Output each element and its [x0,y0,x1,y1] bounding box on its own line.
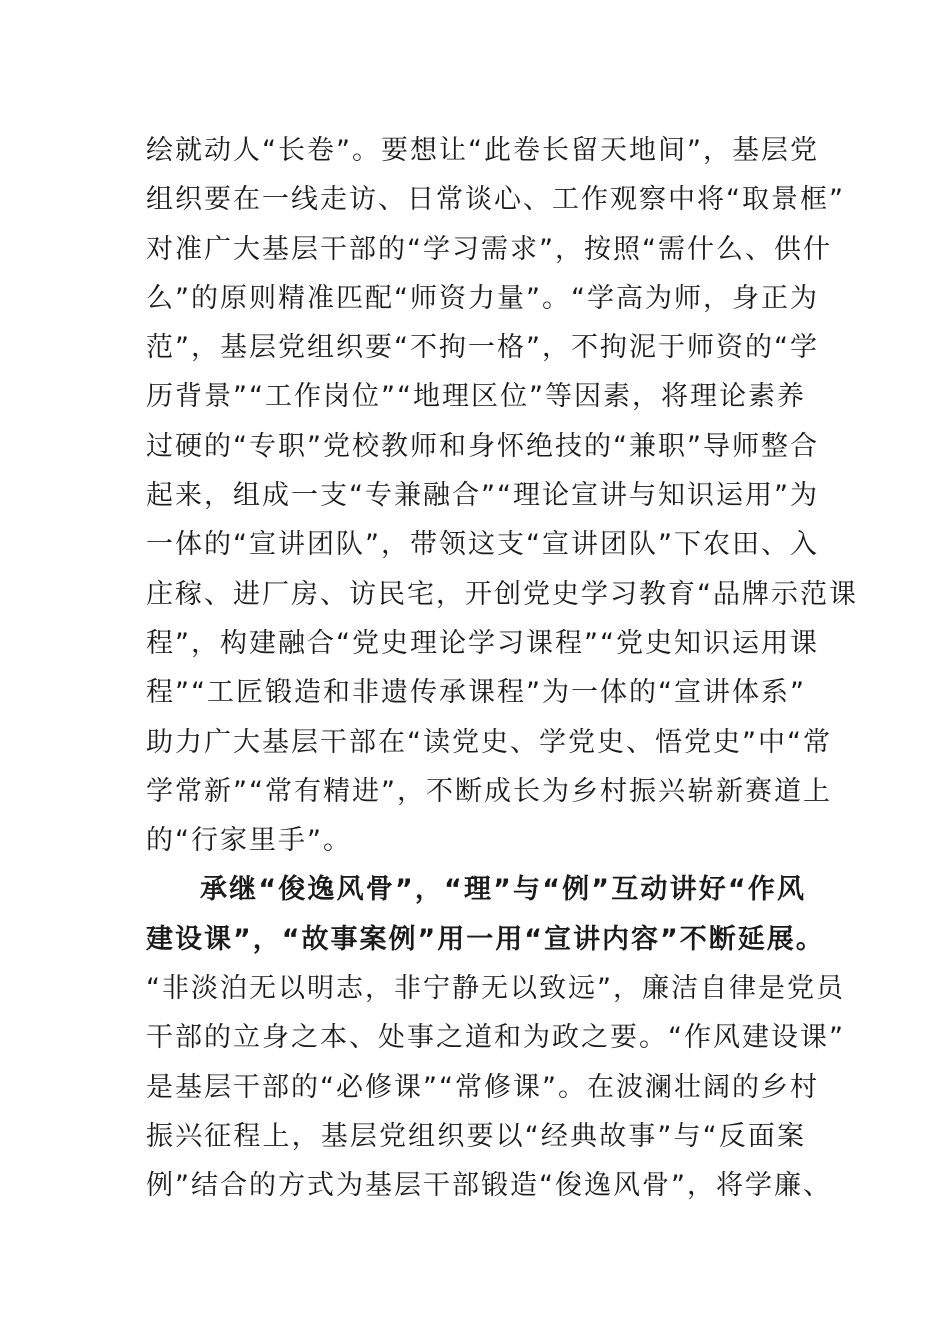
text-line: 绘就动人“长卷”。要想让“此卷长留天地间”，基层党 [146,135,819,166]
text-line: 历背景”“工作岗位”“地理区位”等因素，将理论素养 [146,381,806,413]
text-line: 例”结合的方式为基层干部锻造“俊逸风骨”，将学廉、 [146,1170,832,1202]
section-heading-line: 建设课”，“故事案例”用一用“宣讲内容”不断延展。 [146,923,825,955]
body-text [146,126,858,1211]
text-line: 程”，构建融合“党史理论学习课程”“党史知识运用课 [146,627,819,659]
text-line: 么”的原则精准匹配“师资力量”。“学高为师，身正为 [146,282,819,314]
text-line: 一体的“宣讲团队”，带领这支“宣讲团队”下农田、入 [146,529,819,561]
text-line: 组织要在一线走访、日常谈心、工作观察中将“取景框” [146,184,845,216]
text-line: 振兴征程上，基层党组织要以“经典故事”与“反面案 [146,1120,806,1152]
text-line: 过硬的“专职”党校教师和身怀绝技的“兼职”导师整合 [146,430,819,462]
text-line: 程”“工匠锻造和非遗传承课程”为一体的“宣讲体系” [146,677,806,709]
text-line: 范”，基层党组织要“不拘一格”，不拘泥于师资的“学 [146,332,819,364]
text-line: 学常新”“常有精进”，不断成长为乡村振兴崭新赛道上 [146,775,832,807]
text-line: 干部的立身之本、处事之道和为政之要。“作风建设课” [146,1022,845,1054]
text-line: 是基层干部的“必修课”“常修课”。在波澜壮阔的乡村 [146,1071,819,1103]
text-line: 对准广大基层干部的“学习需求”，按照“需什么、供什 [146,233,832,265]
text-line: 助力广大基层干部在“读党史、学党史、悟党史”中“常 [146,726,832,758]
section-heading-line: 承继“俊逸风骨”，“理”与“例”互动讲好“作风 [200,874,806,906]
text-line: “非淡泊无以明志，非宁静无以致远”，廉洁自律是党员 [146,973,845,1005]
text-line: 的“行家里手”。 [146,825,352,857]
text-line: 起来，组成一支“专兼融合”“理论宣讲与知识运用”为 [146,480,819,512]
text-line: 庄稼、进厂房、访民宅，开创党史学习教育“品牌示范课 [146,578,858,610]
